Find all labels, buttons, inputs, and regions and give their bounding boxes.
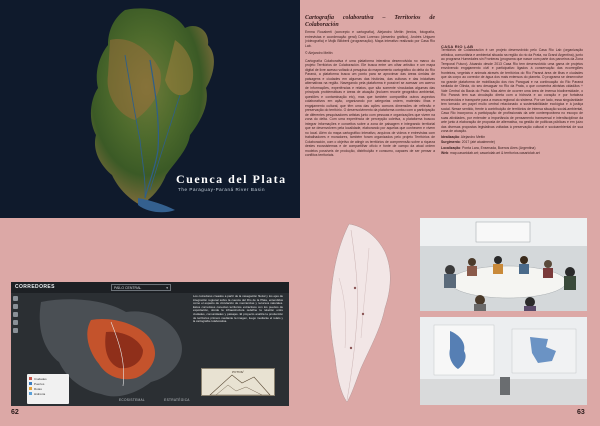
workshop-scene bbox=[420, 218, 587, 311]
basin-map-panel bbox=[0, 0, 300, 218]
projection-screen bbox=[476, 222, 530, 242]
meta-key: Localização bbox=[441, 145, 461, 150]
legend-label: Rutas bbox=[34, 386, 42, 391]
chevron-down-icon: ▾ bbox=[166, 286, 168, 290]
meta-key: Surgimento bbox=[441, 140, 460, 144]
meta-key: Idealização bbox=[441, 134, 460, 139]
map-title: Cuenca del Plata bbox=[176, 172, 287, 186]
meta-value: 2017 (até atualmente) bbox=[461, 140, 495, 144]
article-credits: Emma Rocaberti (concepto e cartografía), Alejandro Meitin (textos, fotografía, entrevistas e coordenação geral) Dani Lorenzo (desenho gráfico), Andrés Uriguen (videografia) e Mojik Blikberli (programação). Mapa interativo realizado por Casa Rio Lab. bbox=[305, 30, 435, 48]
map-legend bbox=[27, 374, 69, 404]
article-paragraph: Cartografía Colaborativa é uma plataforma interativa desenvolvida no marco do projeto Territórios de Colaboración. Ele busca entre um olhar artístico e um mapa digital de livre acesso voltado à pesquisa do mapeamento cartográfico do delta do Río Paraná, a plataforma busca um ponto para se aproximar das áreas úmidas de paisagens e ciudades em algumas das histórias, das culturas e das iniciativas alternativas na região. Navegando pela plataforma é possível se acessar um acervo de informações, experiências e relatos, que são somente vinculadas algumas das principais problemáticas e áreas de atuação (incluem recorte geográfico ambiental, questões e contaminação etc), mas que também compartilha outros aspectos colaborativos em ação, organizando por categorias ordem, materiais: ilhas e engajamento cultural, que têm uma das ações comuns dimensões de reflexão e preservação do território. O desenvolvimento da plataforma contou com a participação de diferentes pesquisadores artistas junto com pessoas e organizações que vivem na zona do delta. Com uma experiência de percepção coletiva, a plataforma buscou integrar informações e conceitos sobre a zona de paisagem e integrando territorial que se desenvolvem pela localidade, elaborando por aquelas que conhecem e vivem no local. Além do mapa cartográfico interativo, arquivos de vídeos e entrevistas com trabalhadores e moradores, também foram organizados pelo projeto Territórios de Colaboración, com o objetivo de atingir os territórios de compreensão sobre a riqueza destes ecossistemas e de compartilhar ofício e fonte de campo da atual ordem modelos possíveis de produção, distribuição e consumo, capazes de ser pensar a conflitos territoriais. bbox=[305, 58, 435, 158]
potosi-engraving bbox=[201, 368, 275, 396]
screenshot-description: Los corredores creados a partir de la navegación fluvial y los ejes de integración regional sobre la cuenca del Río de la Plata, entendidos como el espacio de circulación de mercancías y recursos naturales. Estos corredores conectan territorios extractivos con los puertos de exportación, donde la infraestructura redefine la relación entre ciudades, comunidades y paisajes. El proyecto analiza la producción de territorios primero mediante la imagen, luego mediante el relato y la cartografía colaborativa. bbox=[193, 294, 283, 324]
page-number-left: 62 bbox=[11, 409, 19, 416]
section-label: CASA RIO LAB bbox=[441, 44, 474, 49]
tab-ecosistemal[interactable]: ECOSISTEMAL bbox=[119, 398, 145, 402]
workshop-photo bbox=[420, 218, 587, 311]
bottom-tabs bbox=[119, 398, 208, 402]
exhibition-scene bbox=[420, 317, 587, 405]
meta-idealizacao: Idealização: Alejandro Meitin bbox=[441, 134, 486, 139]
pink-region-map bbox=[311, 218, 415, 404]
article-title: Cartografía colaborativa – Territorios de Colaboración bbox=[305, 15, 435, 28]
meta-localizacao: Localização: Ponta Lara, Ensenada, Buenos Aires (Argentina) bbox=[441, 145, 536, 150]
meta-value: Ponta Lara, Ensenada, Buenos Aires (Argentina) bbox=[462, 145, 536, 150]
legend-swatch bbox=[29, 382, 32, 385]
city-marker bbox=[350, 347, 352, 349]
corredores-app-screenshot bbox=[11, 282, 289, 406]
legend-label: Hidrovía bbox=[34, 391, 46, 396]
page-number-right: 63 bbox=[577, 409, 585, 416]
article-column-2 bbox=[441, 38, 583, 156]
tab-estrategica[interactable]: ESTRATÉGICA bbox=[164, 398, 190, 402]
meta-value: Alejandro Meitin bbox=[460, 134, 486, 139]
city-marker bbox=[354, 287, 356, 289]
meta-key: Web bbox=[441, 151, 449, 155]
photo-credit: © Alejandro Meitin bbox=[305, 51, 333, 56]
map-subtitle: The Paraguay-Paraná River Basin bbox=[178, 187, 266, 192]
legend-swatch bbox=[29, 387, 32, 390]
meta-web: Web: map.casariolab.art; casariolab.art & territorios.casariolab.art bbox=[441, 151, 540, 155]
city-marker bbox=[362, 313, 364, 315]
region-dropdown-value: PAÍLO CENTRAL bbox=[114, 286, 142, 290]
rio-de-la-plata-estuary bbox=[138, 198, 175, 212]
app-brand: CORREDORES bbox=[15, 284, 55, 290]
meta-surgimento: Surgimento: 2017 (até atualmente) bbox=[441, 140, 495, 144]
legend-item[interactable] bbox=[29, 391, 67, 396]
legend-label: Ciudades bbox=[34, 376, 47, 381]
legend-swatch bbox=[29, 377, 32, 380]
article-column-1 bbox=[305, 15, 435, 159]
exhibition-photo bbox=[420, 317, 587, 405]
article-paragraph: Territórios de Colaboración é um projeto desenvolvido pelo Casa Rio Lab (organização artística, comunitária e ambiental situada na região do rio da Prata, na Grand Argentina), junto ao programa Humedales sin Fronteras (programa que nasce com parte dos parceiros da Zona Temporal Futuro). Atuando desde 2013 Casa Rio tem desenvolvido uma gama de projetos envolvendo engajamento civil e participativo ligados à conservação das ecorregiões fronteiras, vegetais e animais através de territórios do Río Paraná área de ilhas e ciudades que da corpo ao corredor de água dos mais extensos do planeta. O programa se desenvolve na grande plataforma de mobilização dos rios Paraguai e na continuação do Rio Paraná sediada de Olinda, do seu desaguar no Rio da Prata, o que concentra ativistas cidadãos + Vale Central da Bacia do Prata. Mas além de ocorrer uma área de imensa biodiversidade, o Río Paraná tem sua circulação direta com a hidrovía e ao coração e por fortaleza reconhecidos e transporte para a marca regional do sistema. Por um lado, essa singularidade tem tornado um papel muito central relacionado a sustentabilidade ecológica e à justiça social. Nesse sentido, frente à contribuição de territórios de intensa situação social-ambiental, Casa Rio incorporou a participação de profissionais da arte contemporânea no escopo de suas atividades, por entender a importância de pensamento transversal e interdisciplinar da arte junto à elaboração de proposta de alternativa, na gestão de políticas públicas e em juízo das diversas propostas legislativas voltadas à preservação cultural e socioambiental de sua zona de atuação. bbox=[441, 48, 583, 133]
legend-label: Puertos bbox=[34, 381, 45, 386]
meta-value: map.casariolab.art; casariolab.art & territorios.casariolab.art bbox=[450, 151, 540, 155]
legend-swatch bbox=[29, 392, 32, 395]
engraving-caption: POTOSÍ bbox=[232, 370, 244, 374]
